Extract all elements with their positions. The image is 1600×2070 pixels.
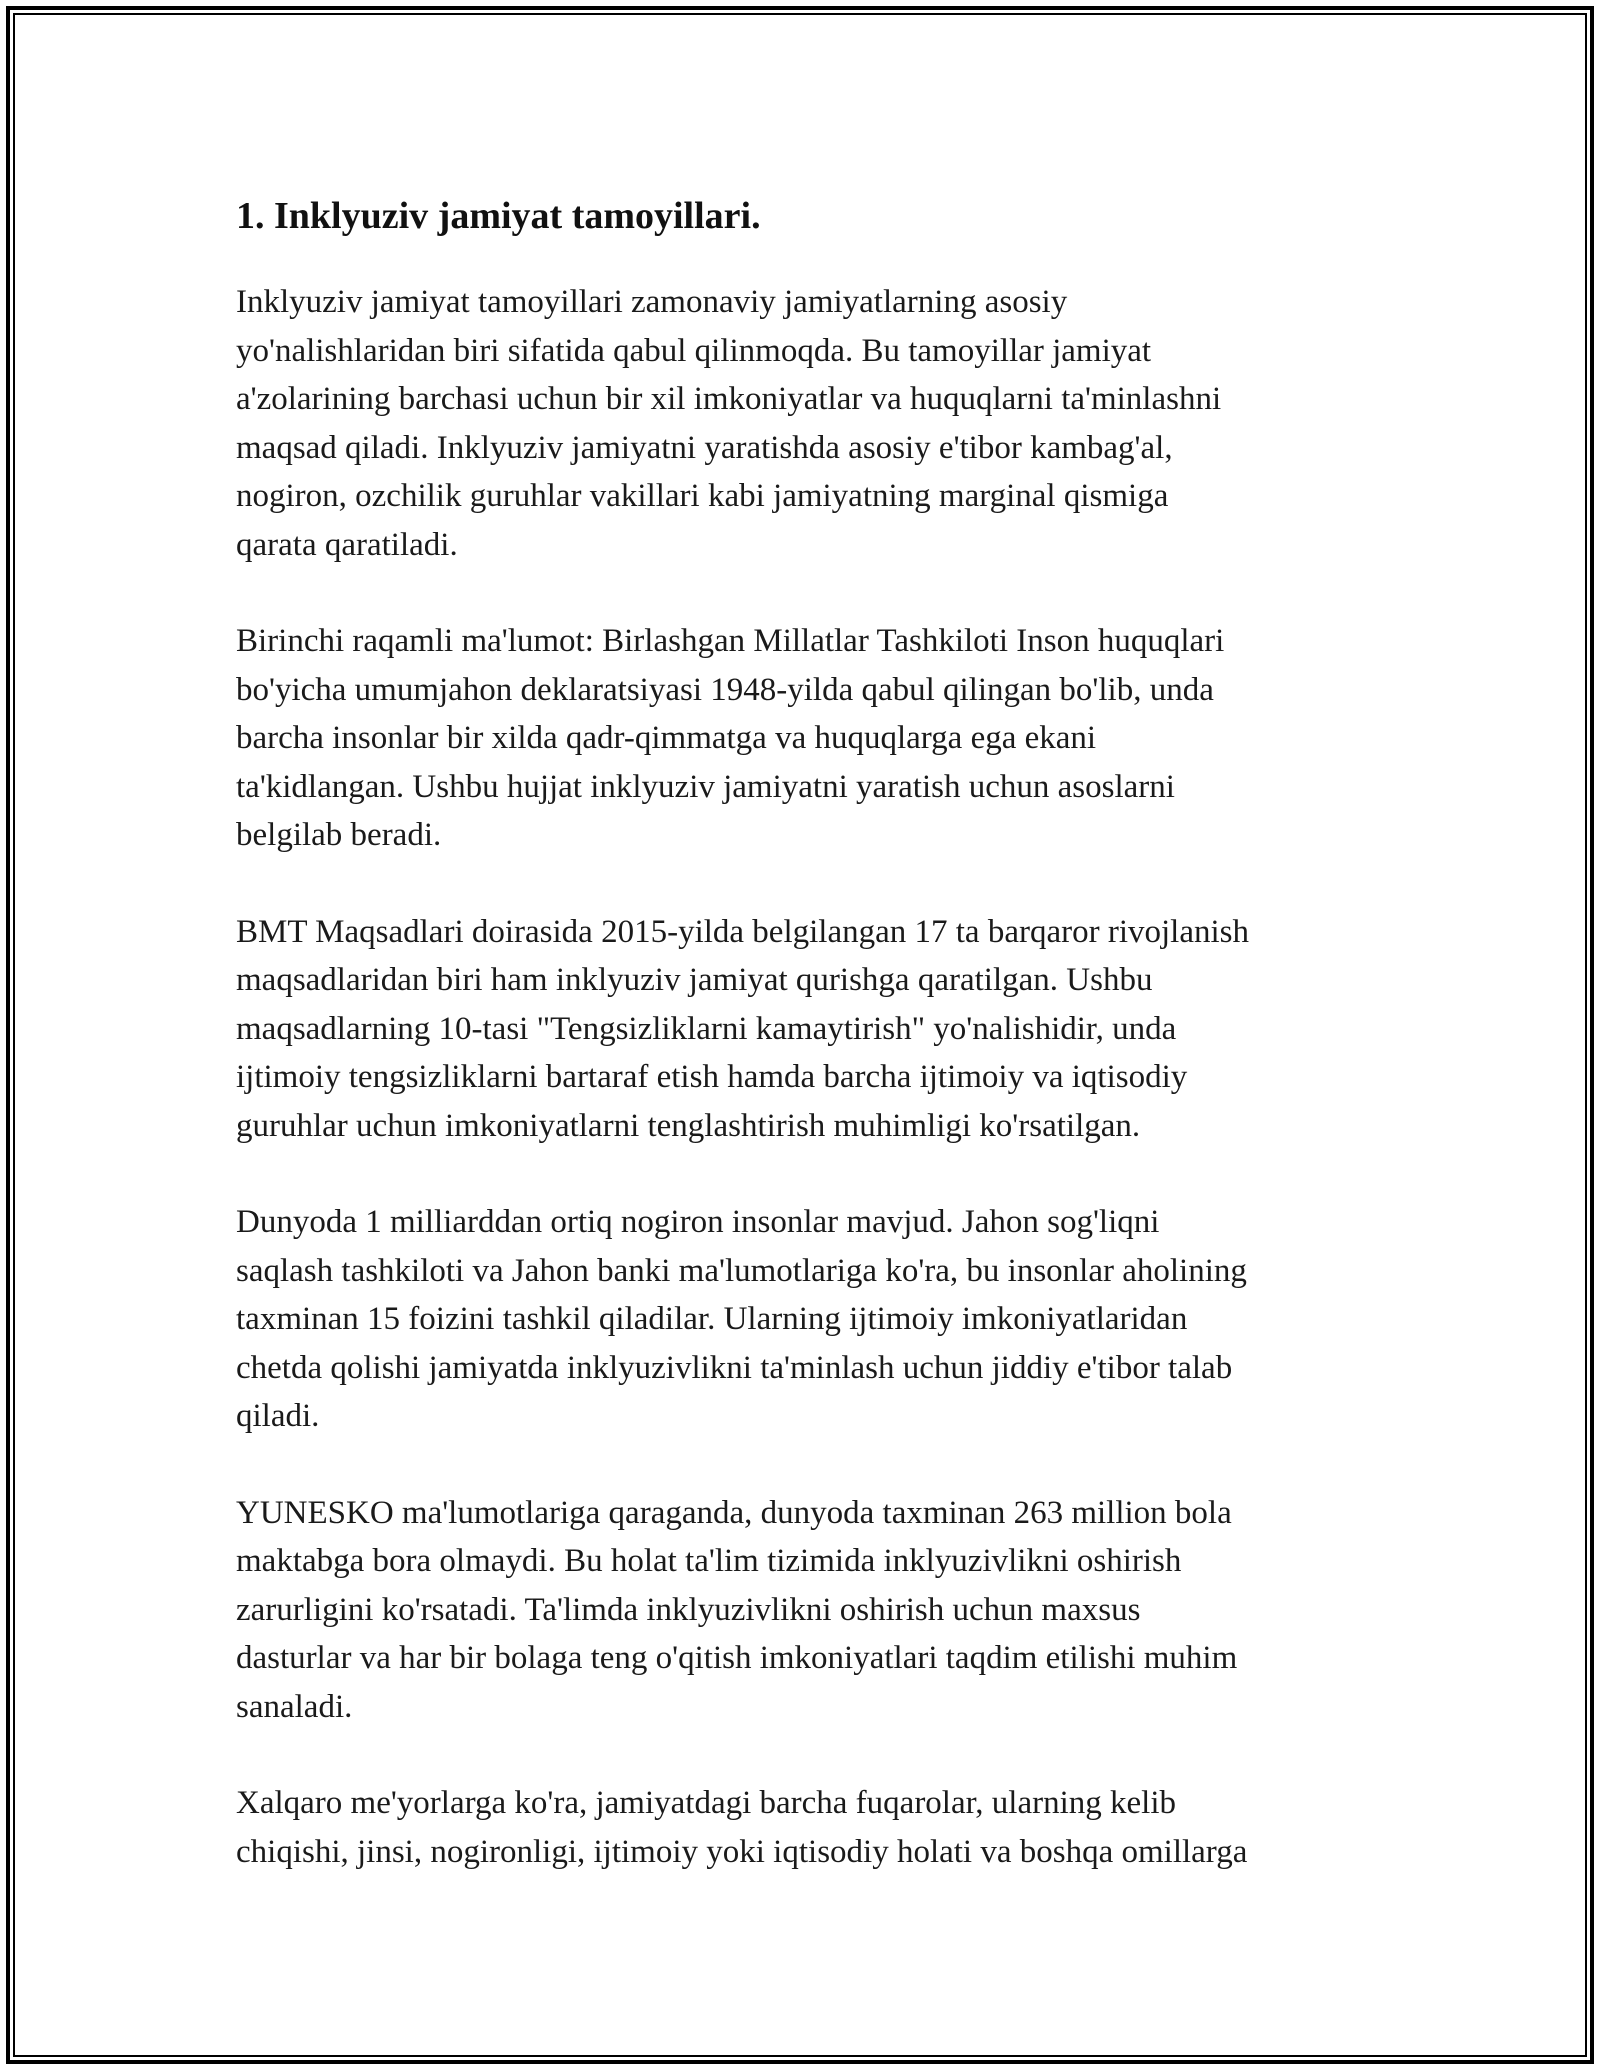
- paragraph-unesco-education: YUNESKO ma'lumotlariga qaraganda, dunyoda taxminan 263 million bola maktabga bora olmaydi. Bu holat ta'lim tizimida inklyuzivlikni oshirish zarurligini ko'rsatadi. Ta'limda inklyuzivlikni oshirish uchun maxsus dasturlar va har bir bolaga teng o'qitish imkoniyatlari taqdim etilishi muhim sanaladi.: [236, 1494, 1238, 1725]
- paragraph-sdg-goals: BMT Maqsadlari doirasida 2015-yilda belgilangan 17 ta barqaror rivojlanish maqsadlaridan biri ham inklyuziv jamiyat qurishga qaratilgan. Ushbu maqsadlarning 10-tasi "Tengsizliklarni kamaytirish" yo'nalishidir, unda ijtimoiy tengsizliklarni bartaraf etish hamda barcha ijtimoiy va iqtisodiy guruhlar uchun imkoniyatlarni tenglashtirish muhimligi ko'rsatilgan.: [236, 913, 1249, 1144]
- paragraph-disability-stats: Dunyoda 1 milliarddan ortiq nogiron insonlar mavjud. Jahon sog'liqni saqlash tashkiloti va Jahon banki ma'lumotlariga ko'ra, bu insonlar aholining taxminan 15 foizini tashkil qiladilar. Ularning ijtimoiy imkoniyatlaridan chetda qolishi jamiyatda inklyuzivlikni ta'minlash uchun jiddiy e'tibor talab qiladi.: [236, 1204, 1247, 1434]
- paragraph-intro: Inklyuziv jamiyat tamoyillari zamonaviy jamiyatlarning asosiy yo'nalishlaridan biri sifatida qabul qilinmoqda. Bu tamoyillar jamiyat a'zolarining barchasi uchun bir xil imkoniyatlar va huquqlarni ta'minlashni maqsad qiladi. Inklyuziv jamiyatni yaratishda asosiy e'tibor kambag'al, nogiron, ozchilik guruhlar vakillari kabi jamiyatning marginal qismiga qarata qaratiladi.: [236, 284, 1222, 563]
- paragraph-un-declaration: Birinchi raqamli ma'lumot: Birlashgan Millatlar Tashkiloti Inson huquqlari bo'yicha umumjahon deklaratsiyasi 1948-yilda qabul qilingan bo'lib, unda barcha insonlar bir xilda qadr-qimmatga va huquqlarga ega ekani ta'kidlangan. Ushbu hujjat inklyuziv jamiyatni yaratish uchun asoslarni belgilab beradi.: [236, 623, 1225, 853]
- document-body: [236, 186, 1376, 1924]
- paragraph-international-norms: Xalqaro me'yorlarga ko'ra, jamiyatdagi barcha fuqarolar, ularning kelib chiqishi, jinsi, nogironligi, ijtimoiy yoki iqtisodiy holati va boshqa omillarga: [236, 1785, 1248, 1870]
- section-heading: 1. Inklyuziv jamiyat tamoyillari.: [236, 195, 761, 237]
